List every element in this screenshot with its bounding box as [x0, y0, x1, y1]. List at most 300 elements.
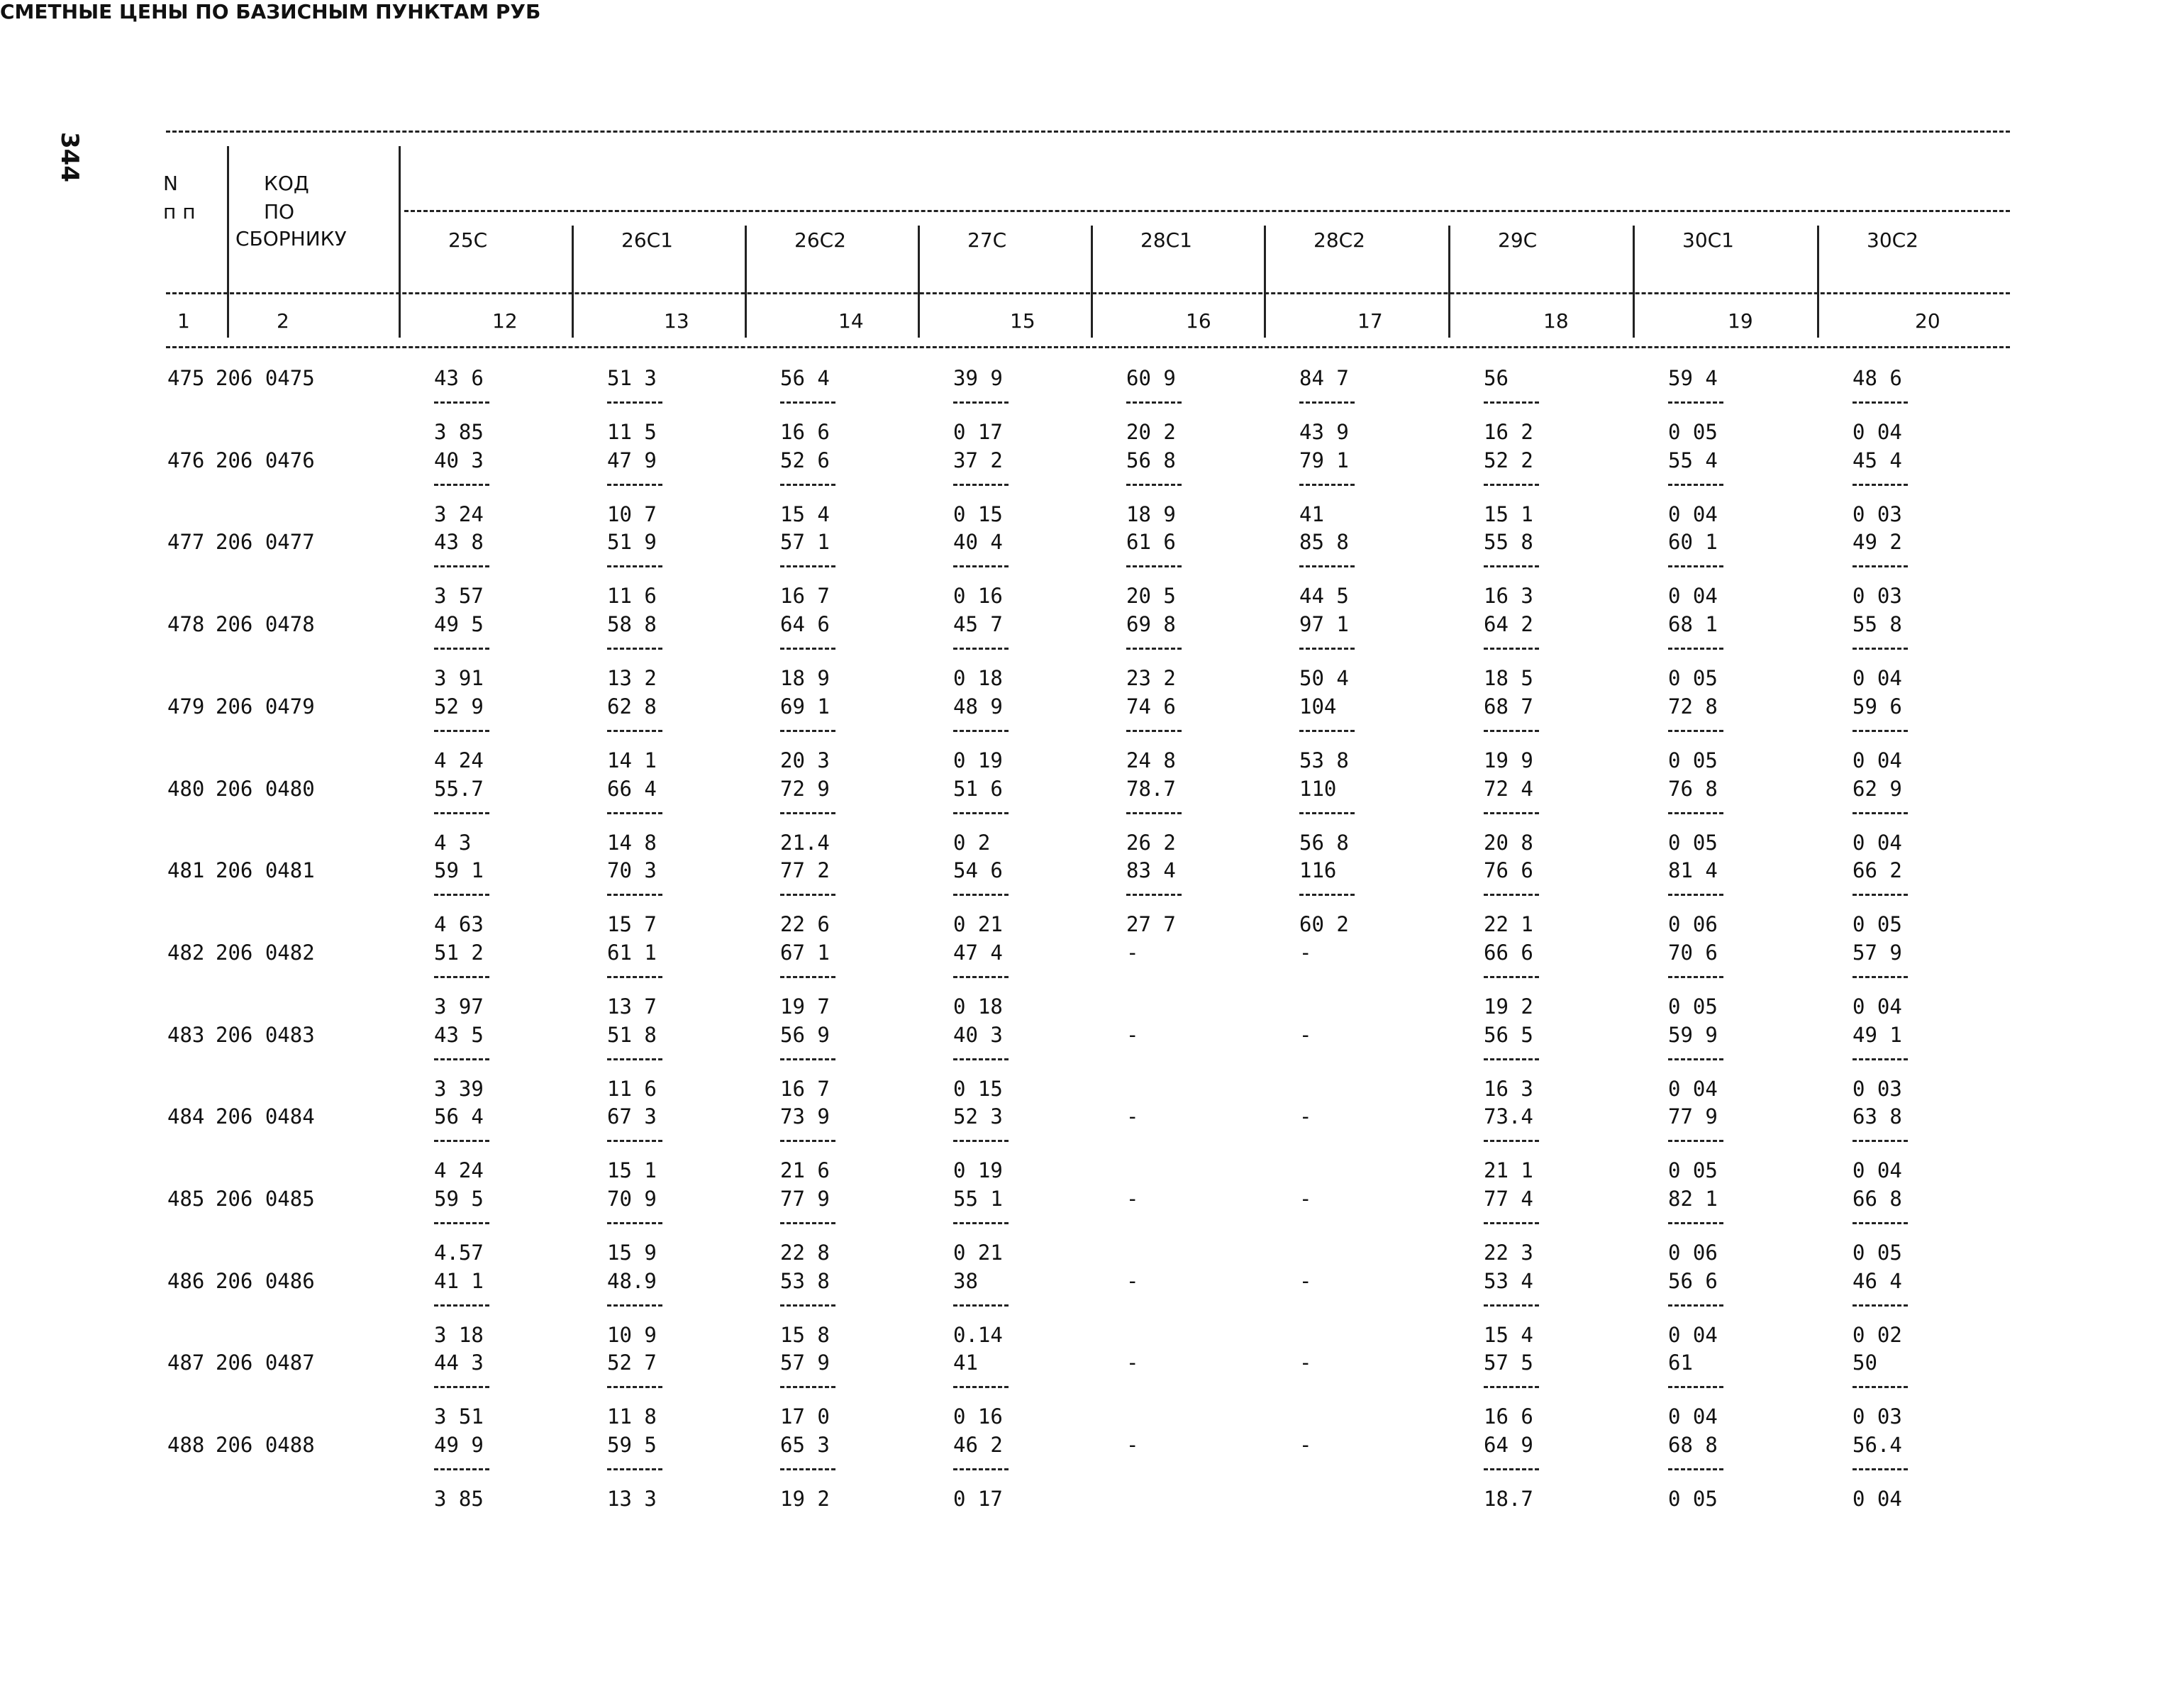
row-code: 206 0479	[216, 694, 315, 719]
fraction-bar	[434, 812, 489, 814]
fraction-bar	[1853, 976, 1908, 978]
column-number: 18	[1543, 309, 1569, 333]
price-subvalue: 0 02	[1853, 1322, 1902, 1347]
fraction-bar	[953, 1140, 1009, 1142]
fraction-bar	[1853, 401, 1908, 404]
row-code: 206 0476	[216, 448, 315, 472]
price-subvalue: 0 05	[1853, 912, 1902, 937]
price-value: 61 6	[1126, 530, 1176, 555]
price-value: 62 8	[607, 694, 657, 719]
price-value: 48.9	[607, 1268, 657, 1293]
row-code: 206 0488	[216, 1433, 315, 1458]
price-value: 64 9	[1484, 1433, 1533, 1458]
fraction-bar	[434, 565, 489, 567]
price-value: 50	[1853, 1351, 1877, 1375]
price-value: 52 9	[434, 694, 484, 719]
price-subvalue: 0 04	[1668, 1322, 1718, 1347]
price-value: 84 7	[1299, 366, 1349, 390]
price-subvalue: 16 7	[780, 1076, 830, 1101]
price-value: 77 2	[780, 858, 830, 883]
fraction-bar	[1853, 730, 1908, 732]
price-subvalue: 0 03	[1853, 584, 1902, 609]
price-subvalue: 24 8	[1126, 748, 1176, 772]
row-code: 206 0485	[216, 1187, 315, 1211]
fraction-bar	[607, 976, 662, 978]
row-number: 487	[167, 1351, 205, 1375]
fraction-bar	[1853, 1468, 1908, 1470]
price-value: 46 2	[953, 1433, 1003, 1458]
price-value: 49 1	[1853, 1022, 1902, 1047]
row-number: 486	[167, 1268, 205, 1293]
price-value: 61	[1668, 1351, 1693, 1375]
fraction-bar	[1299, 565, 1355, 567]
price-value: 52 7	[607, 1351, 657, 1375]
price-value: 69 8	[1126, 612, 1176, 637]
price-subvalue: 0 21	[953, 912, 1003, 937]
price-value: 65 3	[780, 1433, 830, 1458]
fraction-bar	[434, 1468, 489, 1470]
price-subvalue: 22 8	[780, 1241, 830, 1265]
price-value: 59 5	[607, 1433, 657, 1458]
price-subvalue: 0 04	[1853, 830, 1902, 855]
price-value: 57 1	[780, 530, 830, 555]
fraction-bar	[1853, 565, 1908, 567]
price-subvalue: 10 7	[607, 501, 657, 526]
price-value: 59 4	[1668, 366, 1718, 390]
price-subvalue: 14 8	[607, 830, 657, 855]
fraction-bar	[1668, 976, 1723, 978]
price-value: 73.4	[1484, 1104, 1533, 1129]
price-value: 53 8	[780, 1268, 830, 1293]
price-subvalue: 11 6	[607, 584, 657, 609]
fraction-bar	[1853, 1058, 1908, 1060]
price-subvalue: 0 06	[1668, 1241, 1718, 1265]
price-value: 47 9	[607, 448, 657, 472]
row-number: 481	[167, 858, 205, 883]
price-subvalue: 18 9	[1126, 501, 1176, 526]
price-value: 52 3	[953, 1104, 1003, 1129]
price-subvalue: 3 85	[434, 420, 484, 444]
fraction-bar	[1126, 484, 1182, 486]
price-value: 44 3	[434, 1351, 484, 1375]
col-n2-label: п п	[163, 200, 196, 223]
price-value: 64 2	[1484, 612, 1533, 637]
fraction-bar	[607, 1386, 662, 1388]
price-value: 55 1	[953, 1187, 1003, 1211]
column-number: 14	[838, 309, 864, 333]
fraction-bar	[1126, 730, 1182, 732]
header-separator	[1633, 226, 1635, 338]
row-number: 476	[167, 448, 205, 472]
price-subvalue: 17 0	[780, 1404, 830, 1429]
price-value: 43 6	[434, 366, 484, 390]
fraction-bar	[607, 484, 662, 486]
row-number: 484	[167, 1104, 205, 1129]
subcol-heading: 26С2	[794, 228, 846, 252]
fraction-bar	[1668, 1058, 1723, 1060]
price-subvalue: 3 91	[434, 666, 484, 691]
price-value: 69 1	[780, 694, 830, 719]
fraction-bar	[607, 1304, 662, 1307]
price-subvalue: 13 2	[607, 666, 657, 691]
header-separator	[1448, 226, 1450, 338]
row-number: 479	[167, 694, 205, 719]
fraction-bar	[434, 401, 489, 404]
fraction-bar	[1484, 484, 1539, 486]
price-value: 45 4	[1853, 448, 1902, 472]
price-subvalue: 0 04	[1853, 1158, 1902, 1183]
price-subvalue: 19 2	[1484, 994, 1533, 1019]
price-subvalue: 23 2	[1126, 666, 1176, 691]
price-value: 55 8	[1853, 612, 1902, 637]
subcol-heading: 25С	[448, 228, 488, 252]
fraction-bar	[780, 565, 835, 567]
fraction-bar	[780, 976, 835, 978]
price-value: 53 4	[1484, 1268, 1533, 1293]
price-value: 82 1	[1668, 1187, 1718, 1211]
fraction-bar	[953, 976, 1009, 978]
price-value: 56 4	[434, 1104, 484, 1129]
price-subvalue: 15 1	[607, 1158, 657, 1183]
fraction-bar	[1853, 1304, 1908, 1307]
price-subvalue: 0 05	[1668, 666, 1718, 691]
price-value: 54 6	[953, 858, 1003, 883]
fraction-bar	[1484, 1058, 1539, 1060]
price-value: 52 2	[1484, 448, 1533, 472]
price-subvalue: 0 03	[1853, 501, 1902, 526]
price-subvalue: 16 6	[1484, 1404, 1533, 1429]
fraction-bar	[434, 894, 489, 896]
price-subvalue: 0 19	[953, 1158, 1003, 1183]
price-value: 43 8	[434, 530, 484, 555]
price-value: -	[1126, 1433, 1139, 1458]
fraction-bar	[1126, 401, 1182, 404]
price-value: 85 8	[1299, 530, 1349, 555]
fraction-bar	[1668, 401, 1723, 404]
price-subvalue: 20 5	[1126, 584, 1176, 609]
price-subvalue: 50 4	[1299, 666, 1349, 691]
price-value: 51 8	[607, 1022, 657, 1047]
price-value: 72 9	[780, 776, 830, 801]
price-value: 51 3	[607, 366, 657, 390]
price-value: 104	[1299, 694, 1337, 719]
fraction-bar	[1484, 894, 1539, 896]
price-value: 97 1	[1299, 612, 1349, 637]
row-code: 206 0482	[216, 940, 315, 965]
subcol-heading: 29С	[1498, 228, 1538, 252]
fraction-bar	[1126, 648, 1182, 650]
fraction-bar	[1668, 894, 1723, 896]
fraction-bar	[607, 812, 662, 814]
price-value: 66 2	[1853, 858, 1902, 883]
page-number: 344	[55, 132, 84, 182]
price-value: 48 9	[953, 694, 1003, 719]
row-number: 482	[167, 940, 205, 965]
price-subvalue: 18 9	[780, 666, 830, 691]
price-value: 72 4	[1484, 776, 1533, 801]
price-subvalue: 0 04	[1668, 501, 1718, 526]
fraction-bar	[1853, 1386, 1908, 1388]
fraction-bar	[1484, 1468, 1539, 1470]
fraction-bar	[1668, 730, 1723, 732]
header-separator	[572, 226, 574, 338]
fraction-bar	[1299, 894, 1355, 896]
fraction-bar	[780, 648, 835, 650]
price-value: 40 3	[953, 1022, 1003, 1047]
fraction-bar	[780, 1468, 835, 1470]
price-subvalue: 0 05	[1668, 420, 1718, 444]
price-subvalue: 4 3	[434, 830, 472, 855]
fraction-bar	[434, 1222, 489, 1224]
price-value: 56 8	[1126, 448, 1176, 472]
price-value: 46 4	[1853, 1268, 1902, 1293]
price-subvalue: 21.4	[780, 830, 830, 855]
group-rule	[404, 210, 2010, 212]
column-number: 1	[177, 309, 190, 333]
fraction-bar	[1668, 565, 1723, 567]
col-code-label-2: ПО	[264, 200, 295, 223]
price-subvalue: 20 8	[1484, 830, 1533, 855]
header-separator	[745, 226, 747, 338]
price-value: 61 1	[607, 940, 657, 965]
price-subvalue: 0 03	[1853, 1076, 1902, 1101]
price-value: 37 2	[953, 448, 1003, 472]
row-number: 483	[167, 1022, 205, 1047]
col-n-label: N	[163, 172, 178, 195]
fraction-bar	[1668, 1468, 1723, 1470]
fraction-bar	[434, 1304, 489, 1307]
price-value: 76 8	[1668, 776, 1718, 801]
price-subvalue: 0 19	[953, 748, 1003, 772]
price-subvalue: 0 03	[1853, 1404, 1902, 1429]
price-subvalue: 0 04	[1853, 748, 1902, 772]
price-value: 66 6	[1484, 940, 1533, 965]
price-subvalue: 15 1	[1484, 501, 1533, 526]
price-value: 70 6	[1668, 940, 1718, 965]
price-subvalue: 15 4	[780, 501, 830, 526]
price-subvalue: 3 85	[434, 1487, 484, 1512]
price-value: 45 7	[953, 612, 1003, 637]
row-code: 206 0481	[216, 858, 315, 883]
price-value: 66 8	[1853, 1187, 1902, 1211]
price-subvalue: 56 8	[1299, 830, 1349, 855]
row-number: 480	[167, 776, 205, 801]
price-value: 41	[953, 1351, 978, 1375]
price-subvalue: 16 2	[1484, 420, 1533, 444]
fraction-bar	[1668, 1140, 1723, 1142]
price-value: 41 1	[434, 1268, 484, 1293]
price-value: 51 6	[953, 776, 1003, 801]
header-separator	[1091, 226, 1093, 338]
row-code: 206 0477	[216, 530, 315, 555]
price-value: 56	[1484, 366, 1509, 390]
fraction-bar	[780, 812, 835, 814]
fraction-bar	[1853, 1140, 1908, 1142]
fraction-bar	[953, 730, 1009, 732]
fraction-bar	[780, 1386, 835, 1388]
price-value: 64 6	[780, 612, 830, 637]
fraction-bar	[1484, 565, 1539, 567]
price-subvalue: 26 2	[1126, 830, 1176, 855]
header-separator	[1264, 226, 1266, 338]
subcol-heading: 30С1	[1682, 228, 1734, 252]
fraction-bar	[953, 1222, 1009, 1224]
subcol-heading: 28С1	[1140, 228, 1192, 252]
column-number: 17	[1357, 309, 1383, 333]
price-value: 57 9	[1853, 940, 1902, 965]
price-subvalue: 0 05	[1668, 1487, 1718, 1512]
price-subvalue: 0 05	[1668, 1158, 1718, 1183]
price-value: 67 3	[607, 1104, 657, 1129]
fraction-bar	[1668, 484, 1723, 486]
fraction-bar	[1484, 1304, 1539, 1307]
price-subvalue: 22 6	[780, 912, 830, 937]
fraction-bar	[953, 1386, 1009, 1388]
fraction-bar	[780, 1058, 835, 1060]
price-subvalue: 16 3	[1484, 584, 1533, 609]
fraction-bar	[1299, 401, 1355, 404]
price-subvalue: 43 9	[1299, 420, 1349, 444]
row-number: 475	[167, 366, 205, 390]
price-subvalue: 0 16	[953, 584, 1003, 609]
price-value: -	[1126, 1187, 1139, 1211]
fraction-bar	[780, 484, 835, 486]
fraction-bar	[607, 894, 662, 896]
price-subvalue: 18 5	[1484, 666, 1533, 691]
price-value: 70 9	[607, 1187, 657, 1211]
fraction-bar	[953, 1058, 1009, 1060]
price-value: 56 4	[780, 366, 830, 390]
fraction-bar	[1668, 1386, 1723, 1388]
price-value: 116	[1299, 858, 1337, 883]
price-subvalue: 0 21	[953, 1241, 1003, 1265]
price-value: 55 4	[1668, 448, 1718, 472]
price-value: -	[1299, 1268, 1312, 1293]
price-subvalue: 13 7	[607, 994, 657, 1019]
price-subvalue: 0.14	[953, 1322, 1003, 1347]
fraction-bar	[607, 1058, 662, 1060]
price-subvalue: 53 8	[1299, 748, 1349, 772]
group-title: СМЕТНЫЕ ЦЕНЫ ПО БАЗИСНЫМ ПУНКТАМ РУБ	[0, 0, 541, 23]
fraction-bar	[780, 894, 835, 896]
fraction-bar	[1853, 812, 1908, 814]
price-value: 49 9	[434, 1433, 484, 1458]
price-subvalue: 0 18	[953, 994, 1003, 1019]
fraction-bar	[1126, 565, 1182, 567]
fraction-bar	[434, 1058, 489, 1060]
row-code: 206 0475	[216, 366, 315, 390]
fraction-bar	[1484, 401, 1539, 404]
price-value: 56 9	[780, 1022, 830, 1047]
fraction-bar	[1853, 1222, 1908, 1224]
price-value: 77 4	[1484, 1187, 1533, 1211]
price-subvalue: 20 3	[780, 748, 830, 772]
fraction-bar	[1853, 648, 1908, 650]
fraction-bar	[780, 1304, 835, 1307]
fraction-bar	[1299, 812, 1355, 814]
subcol-heading: 27С	[967, 228, 1007, 252]
row-code: 206 0478	[216, 612, 315, 637]
price-value: 83 4	[1126, 858, 1176, 883]
price-value: 67 1	[780, 940, 830, 965]
price-value: -	[1299, 1104, 1312, 1129]
column-number: 15	[1010, 309, 1035, 333]
subcol-heading: 28С2	[1313, 228, 1365, 252]
price-value: 73 9	[780, 1104, 830, 1129]
fraction-bar	[1484, 1140, 1539, 1142]
price-value: 56.4	[1853, 1433, 1902, 1458]
price-value: 77 9	[1668, 1104, 1718, 1129]
column-number: 2	[277, 309, 289, 333]
fraction-bar	[607, 648, 662, 650]
row-number: 488	[167, 1433, 205, 1458]
price-value: 56 6	[1668, 1268, 1718, 1293]
price-subvalue: 44 5	[1299, 584, 1349, 609]
price-value: -	[1126, 1351, 1139, 1375]
price-value: 38	[953, 1268, 978, 1293]
price-subvalue: 0 05	[1668, 830, 1718, 855]
fraction-bar	[1668, 812, 1723, 814]
price-subvalue: 19 2	[780, 1487, 830, 1512]
fraction-bar	[1668, 1222, 1723, 1224]
fraction-bar	[1668, 648, 1723, 650]
fraction-bar	[1126, 894, 1182, 896]
fraction-bar	[434, 484, 489, 486]
price-subvalue: 0 06	[1668, 912, 1718, 937]
price-value: 59 6	[1853, 694, 1902, 719]
price-value: 81 4	[1668, 858, 1718, 883]
price-value: 68 1	[1668, 612, 1718, 637]
col-code-label-3: СБОРНИКУ	[235, 227, 347, 250]
price-value: 40 4	[953, 530, 1003, 555]
column-number: 16	[1186, 309, 1211, 333]
price-value: 62 9	[1853, 776, 1902, 801]
price-subvalue: 20 2	[1126, 420, 1176, 444]
price-value: -	[1126, 1022, 1139, 1047]
price-value: 79 1	[1299, 448, 1349, 472]
price-subvalue: 16 3	[1484, 1076, 1533, 1101]
header-top-rule	[166, 131, 2010, 133]
header-separator	[1817, 226, 1819, 338]
price-value: 51 2	[434, 940, 484, 965]
price-subvalue: 16 7	[780, 584, 830, 609]
price-subvalue: 4.57	[434, 1241, 484, 1265]
row-code: 206 0487	[216, 1351, 315, 1375]
price-subvalue: 15 7	[607, 912, 657, 937]
fraction-bar	[1484, 648, 1539, 650]
price-subvalue: 0 05	[1668, 994, 1718, 1019]
price-value: 43 5	[434, 1022, 484, 1047]
fraction-bar	[1299, 648, 1355, 650]
price-subvalue: 3 24	[434, 501, 484, 526]
fraction-bar	[953, 484, 1009, 486]
price-value: -	[1126, 940, 1139, 965]
price-subvalue: 0 18	[953, 666, 1003, 691]
fraction-bar	[953, 1468, 1009, 1470]
price-value: 52 6	[780, 448, 830, 472]
price-subvalue: 21 6	[780, 1158, 830, 1183]
price-subvalue: 13 3	[607, 1487, 657, 1512]
fraction-bar	[780, 401, 835, 404]
price-subvalue: 0 04	[1668, 1404, 1718, 1429]
fraction-bar	[607, 1140, 662, 1142]
price-subvalue: 14 1	[607, 748, 657, 772]
fraction-bar	[434, 648, 489, 650]
price-value: -	[1299, 1433, 1312, 1458]
price-value: -	[1299, 1022, 1312, 1047]
price-subvalue: 3 97	[434, 994, 484, 1019]
subcol-heading: 26С1	[621, 228, 673, 252]
